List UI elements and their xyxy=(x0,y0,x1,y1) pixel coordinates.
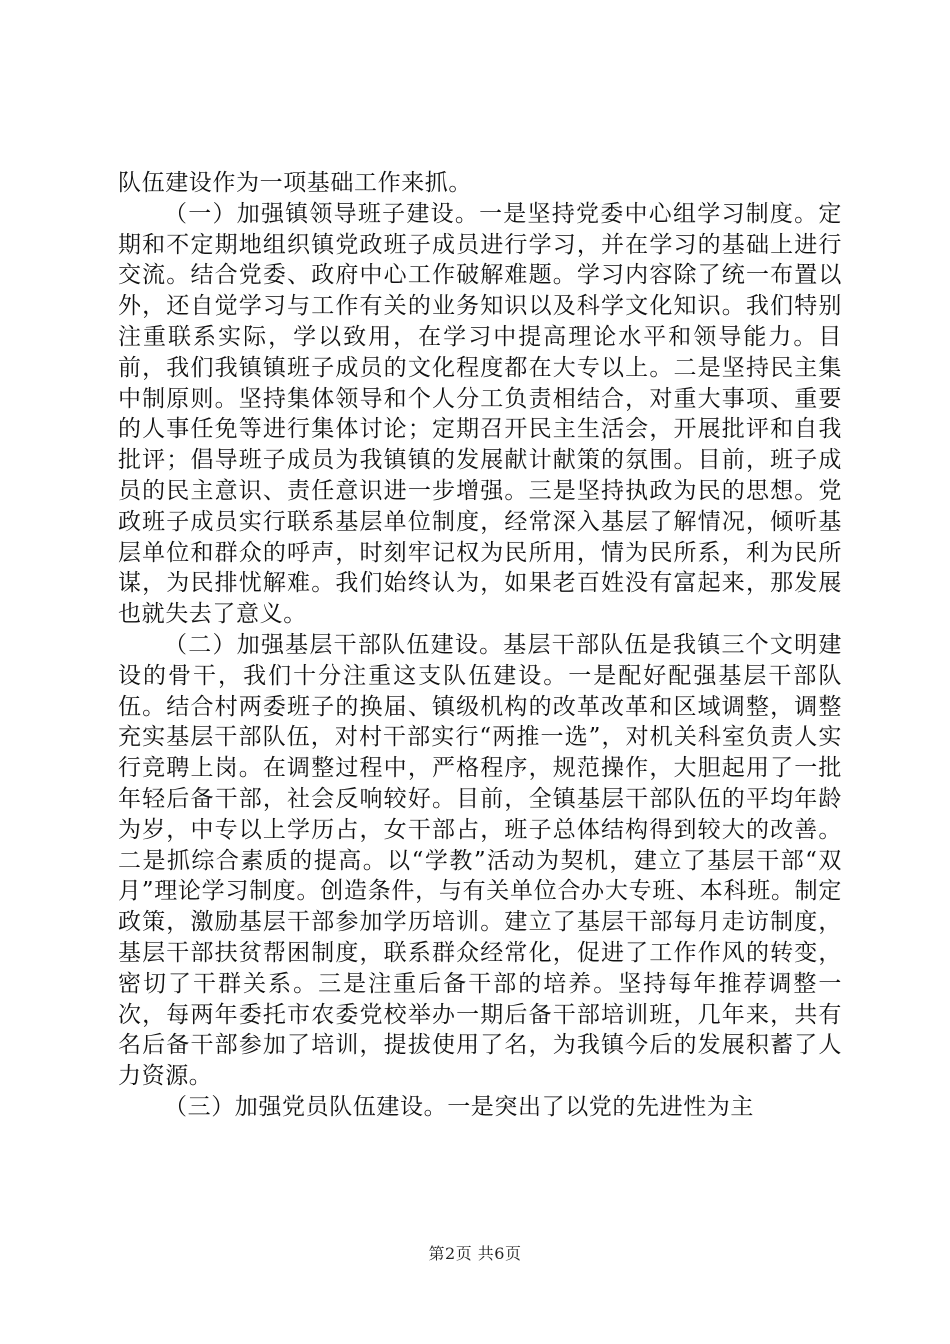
paragraph-section-1: （一）加强镇领导班子建设。一是坚持党委中心组学习制度。定期和不定期地组织镇党政班子成员进行学习，并在学习的基础上进行交流。结合党委、政府中心工作破解难题。学习内容除了统一布置以外，还自觉学习与工作有关的业务知识以及科学文化知识。我们特别注重联系实际，学以致用，在学习中提高理论水平和领导能力。目前，我们我镇镇班子成员的文化程度都在大专以上。二是坚持民主集中制原则。坚持集体领导和个人分工负责相结合，对重大事项、重要的人事任免等进行集体讨论；定期召开民主生活会，开展批评和自我批评；倡导班子成员为我镇镇的发展献计献策的氛围。目前，班子成员的民主意识、责任意识进一步增强。三是坚持执政为民的思想。党政班子成员实行联系基层单位制度，经常深入基层了解情况，倾听基层单位和群众的呼声，时刻牢记权为民所用，情为民所系，利为民所谋，为民排忧解难。我们始终认为，如果老百姓没有富起来，那发展也就失去了意义。 xyxy=(118,200,842,628)
page-number-footer: 第2页 共6页 xyxy=(428,1244,522,1263)
paragraph-continuation: 队伍建设作为一项基础工作来抓。 xyxy=(118,170,472,196)
paragraph-section-3: （三）加强党员队伍建设。一是突出了以党的先进性为主 xyxy=(164,1093,754,1120)
document-body xyxy=(118,168,842,1123)
paragraph-section-2: （二）加强基层干部队伍建设。基层干部队伍是我镇三个文明建设的骨干，我们十分注重这支队伍建设。一是配好配强基层干部队伍。结合村两委班子的换届、镇级机构的改革改革和区域调整，调整充实基层干部队伍，对村干部实行“两推一选”，对机关科室负责人实行竞聘上岗。在调整过程中，严格程序，规范操作，大胆起用了一批年轻后备干部，社会反响较好。目前，全镇基层干部队伍的平均年龄为岁，中专以上学历占，女干部占，班子总体结构得到较大的改善。二是抓综合素质的提高。以“学教”活动为契机，建立了基层干部“双月”理论学习制度。创造条件，与有关单位合办大专班、本科班。制定政策，激励基层干部参加学历培训。建立了基层干部每月走访制度，基层干部扶贫帮困制度，联系群众经常化，促进了工作作风的转变，密切了干群关系。三是注重后备干部的培养。坚持每年推荐调整一次，每两年委托市农委党校举办一期后备干部培训班，几年来，共有名后备干部参加了培训，提拔使用了名，为我镇今后的发展积蓄了人力资源。 xyxy=(118,631,842,1090)
